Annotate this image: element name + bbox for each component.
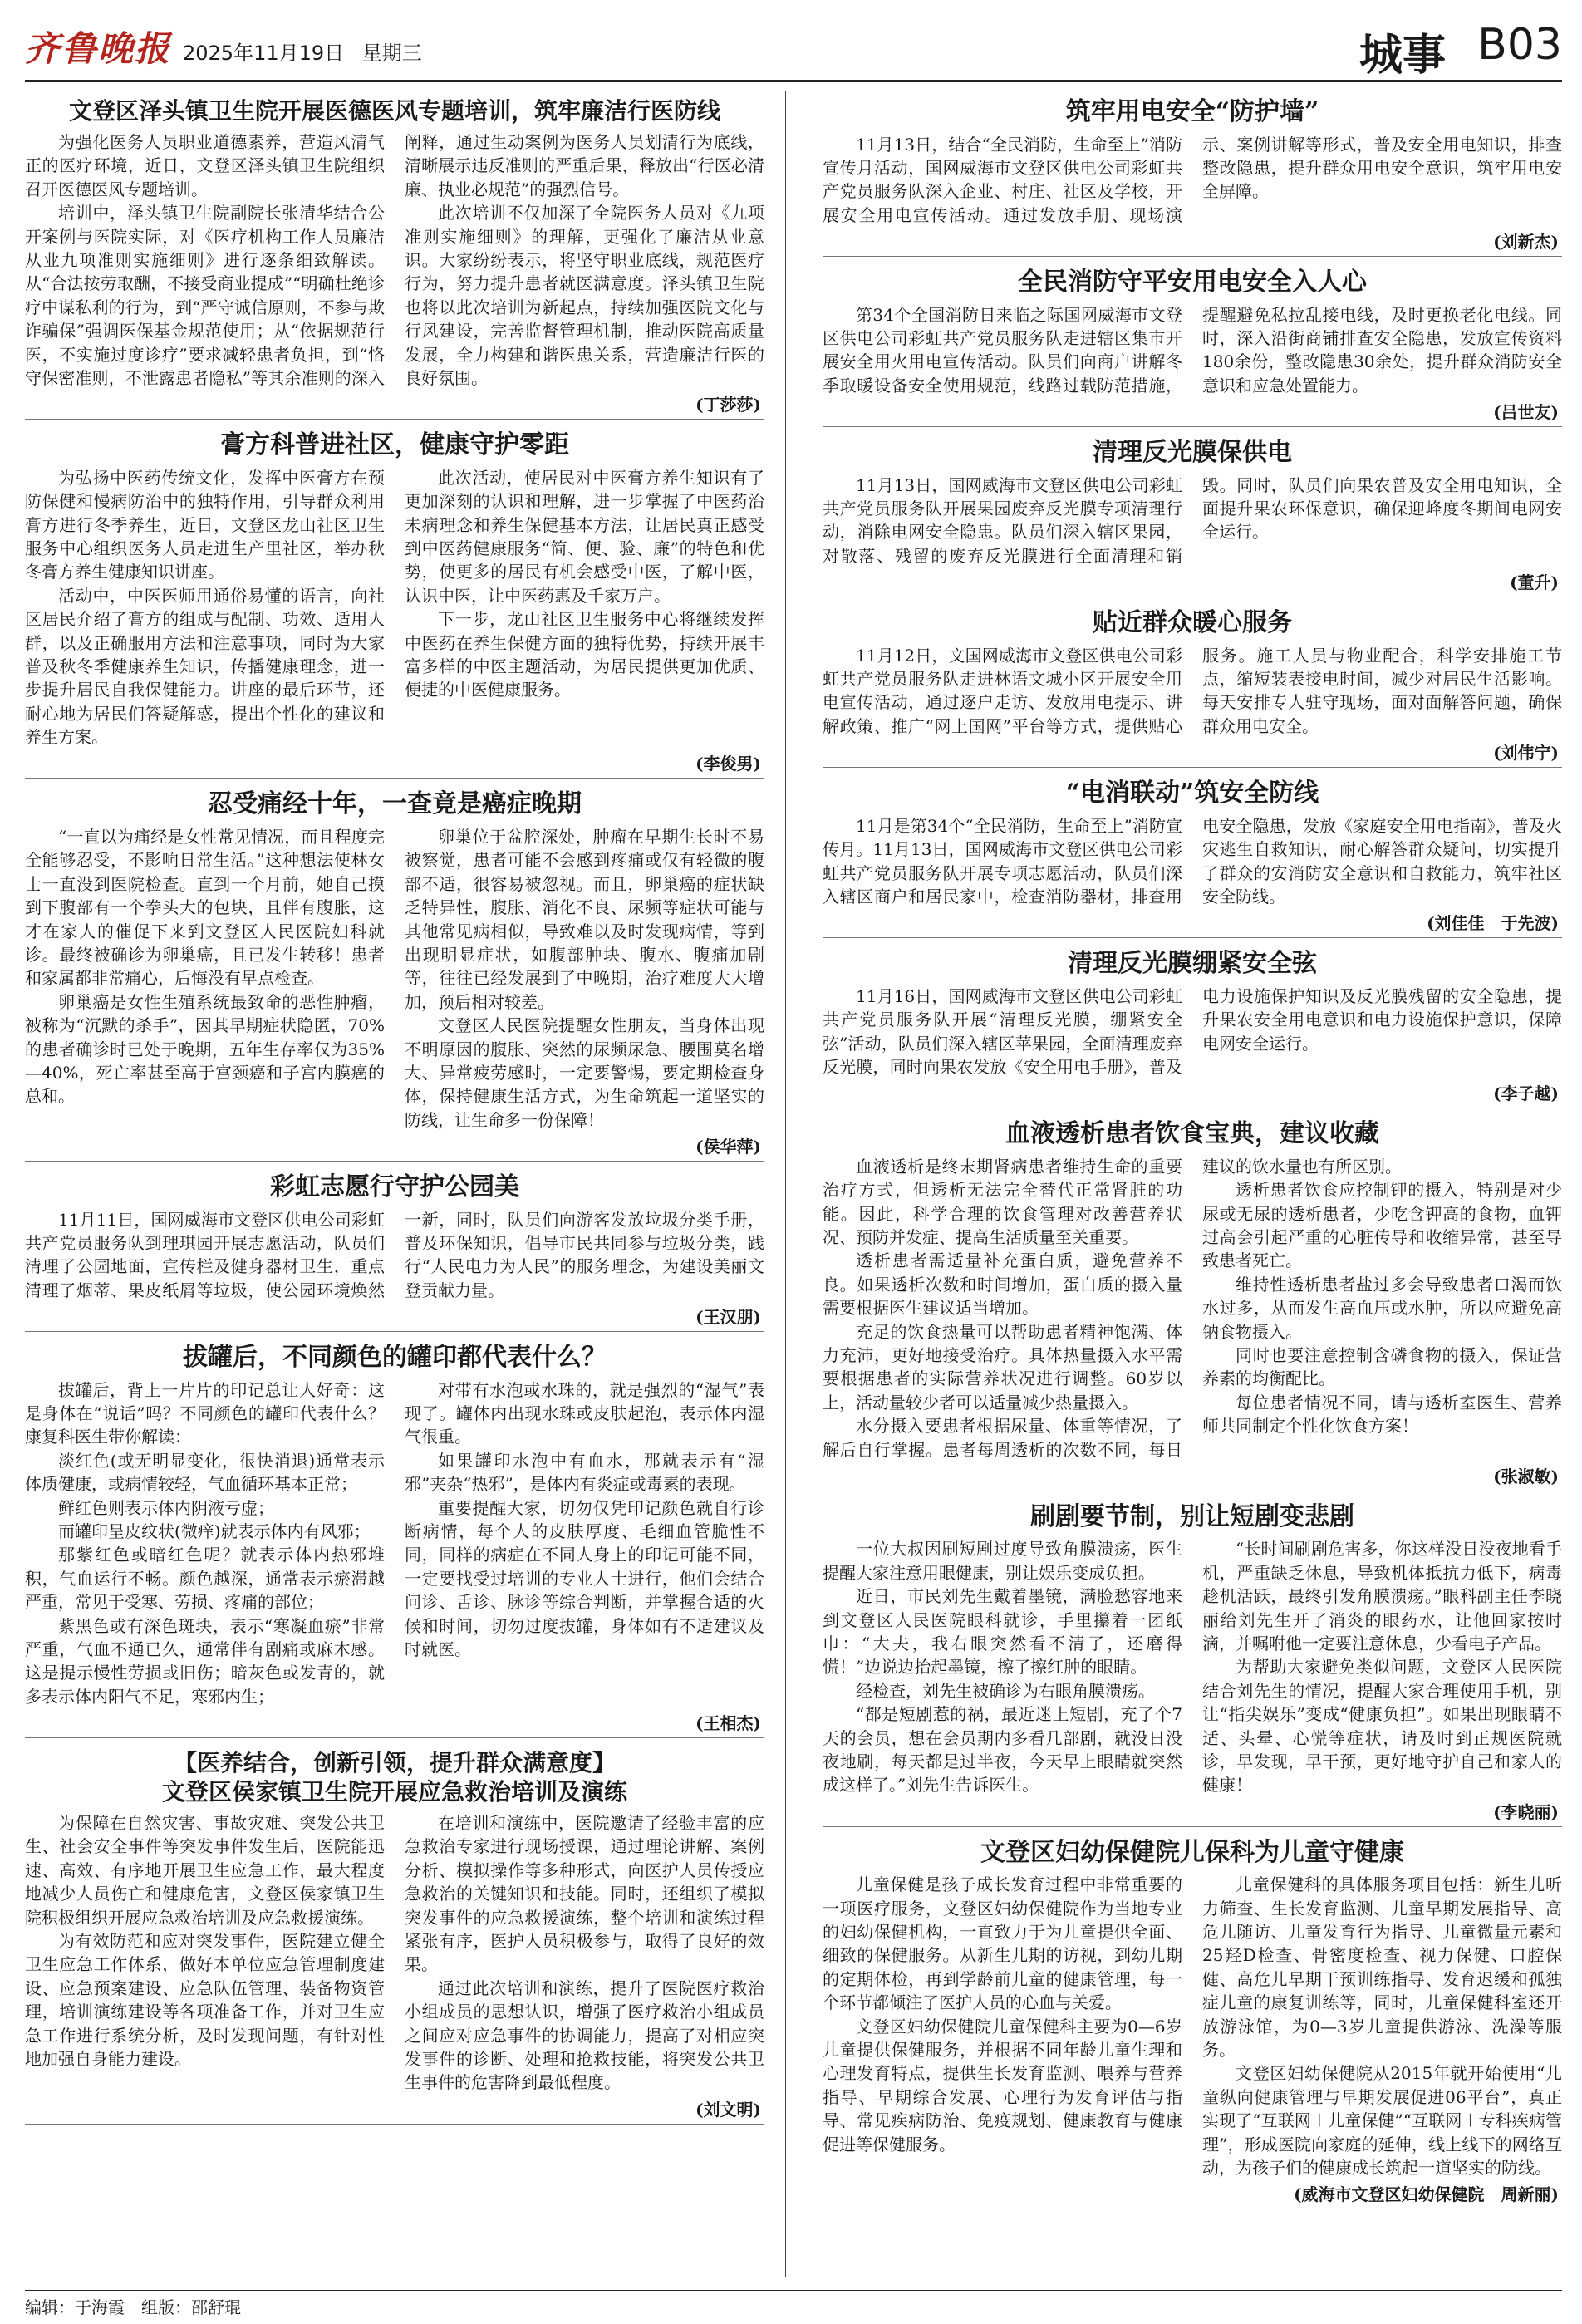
article-headline: 贴近群众暖心服务 — [1093, 608, 1292, 638]
article-paragraph: 活动中，中医医师用通俗易懂的语言，向社区居民介绍了膏方的组成与配制、功效、适用人群，以及正确服用方法和注意事项，同时为大家普及秋冬季健康养生知识，传播健康理念，进一步提升居民自我保健能力。讲座的最后环节，还耐心地为居民们答疑解惑，提出个性化的建议和养生方案。 — [25, 585, 385, 748]
article-paragraph: 近日，市民刘先生戴着墨镜，满脸愁容地来到文登区人民医院眼科就诊，手里攥着一团纸巾：“大夫，我右眼突然看不清了，还磨得慌！”边说边抬起墨镜，擦了擦红肿的眼睛。 — [823, 1586, 1182, 1678]
article-paragraph: 充足的饮食热量可以帮助患者精神饱满、体力充沛，更好地接受治疗。具体热量摄入水平需要根据患者的实际营养状况进行调整。60岁以上，活动量较少者可以适量减少热量摄入。 — [823, 1321, 1182, 1413]
article-headline: 清理反光膜绷紧安全弦 — [1068, 949, 1317, 979]
article — [25, 1167, 764, 1332]
article-paragraph: 透析患者饮食应控制钾的摄入，特别是对少尿或无尿的透析患者，少吃含钾高的食物，血钾过高会引起严重的心脏传导和收缩异常，甚至导致患者死亡。 — [1202, 1180, 1562, 1271]
article-byline: (威海市文登区妇幼保健院 周新丽) — [1294, 2184, 1559, 2205]
article-paragraph: 那紫红色或暗红色呢？就表示体内热邪堆积，气血运行不畅。颜色越深，通常表示瘀滞越严重，常见于受寒、劳损、疼痛的部位； — [25, 1545, 385, 1613]
article-paragraph: 11月是第34个“全民消防，生命至上”消防宣传月。11月13日，国网威海市文登区供电公司彩虹共产党员服务队开展专项志愿活动，队员们深入辖区商户和居民家中，检查消防器材，排查用电安全隐患，发放《家庭安全用电指南》，普及火灾逃生自救知识，耐心解答群众疑问，切实提升了群众的安消防安全意识和自救能力，筑牢社区安全防线。 — [823, 815, 1562, 907]
article-paragraph: “一直以为痛经是女性常见情况，而且程度完全能够忍受，不影响日常生活。”这种想法使林女士一直没到医院检查。直到一个月前，她自己摸到下腹部有一个拳头大的包块，且伴有腹胀，这才在家人的催促下来到文登区人民医院妇科就诊。最终被确诊为卵巢癌，且已发生转移！患者和家属都非常痛心，后悔没有早点检查。 — [25, 826, 385, 989]
article-paragraph: 维持性透析患者盐过多会导致患者口渴而饮水过多，从而发生高血压或水肿，所以应避免高钠食物摄入。 — [1202, 1274, 1562, 1342]
article-paragraph: 而罐印呈皮纹状(微痒)就表示体内有风邪； — [58, 1521, 371, 1541]
article-paragraph: 为保障在自然灾害、事故灾难、突发公共卫生、社会安全事件等突发事件发生后，医院能迅速、高效、有序地开展卫生应急工作，最大程度地减少人员伤亡和健康危害，文登区侯家镇卫生院积极组织开展应急救治培训及应急救援演练。 — [25, 1813, 385, 1928]
article-byline: (刘新杰) — [1493, 232, 1559, 253]
article-body — [25, 466, 764, 749]
page-number: B03 — [1477, 20, 1562, 70]
article-headline: “电消联动”筑安全防线 — [1065, 779, 1319, 808]
article-headline: 刷剧要节制，别让短剧变悲剧 — [1030, 1501, 1354, 1531]
article-body — [823, 133, 1562, 228]
date-text: 2025年11月19日 — [183, 42, 345, 65]
page-footer — [25, 2290, 1562, 2318]
newspaper-logo: 齐鲁晚报 — [25, 28, 172, 69]
article-byline: (王相杰) — [695, 1713, 761, 1734]
article-paragraph: 11月13日，国网威海市文登区供电公司彩虹共产党员服务队开展果园废弃反光膜专项清理行动，消除电网安全隐患。队员们深入辖区果园，对散落、残留的废弃反光膜进行全面清理和销毁。同时，队员们向果农普及安全用电知识，全面提升果农环保意识，确保迎峰度冬期间电网安全运行。 — [823, 474, 1562, 566]
article-byline: (丁莎莎) — [695, 395, 761, 415]
article-paragraph: 文登区妇幼保健院从2015年就开始使用“儿童纵向健康管理与早期发展促进06平台”，真正实现了“互联网＋儿童保健”“互联网＋专科疾病管理”，形成医院向家庭的延伸，线上线下的网络互动，为孩子们的健康成长筑起一道坚实的防线。 — [1202, 2063, 1562, 2178]
article-headline: 血液透析患者饮食宝典，建议收藏 — [1005, 1119, 1379, 1149]
article-paragraph: “都是短剧惹的祸，最近迷上短剧，充了个7天的会员，想在会员期内多看几部剧，就没日没夜地刷，每天都是过半夜，今天早上眼睛就突然成这样了。”刘先生告诉医生。 — [823, 1704, 1182, 1796]
article-body — [25, 1811, 764, 2095]
article-byline: (李俊男) — [695, 754, 761, 774]
article-byline: (吕世友) — [1493, 402, 1559, 423]
article-byline: (李子越) — [1493, 1083, 1559, 1104]
article-paragraph: 此次培训不仅加深了全院医务人员对《九项准则实施细则》的理解，更强化了廉洁从业意识。大家纷纷表示，将坚守职业底线，规范医疗行为，努力提升患者就医满意度。泽头镇卫生院也将以此次培训为新起点，持续加强医院文化与行风建设，完善监督管理机制，推动医院高质量发展，全力构建和谐医患关系，营造廉洁行医的良好氛围。 — [405, 203, 764, 388]
article-paragraph: 11月11日，国网威海市文登区供电公司彩虹共产党员服务队到理琪园开展志愿活动，队员们清理了公园地面，宣传栏及健身器材卫生，重点清理了烟蒂、果皮纸屑等垃圾，使公园环境焕然一新，同时，队员们向游客发放垃圾分类手册，普及环保知识，倡导市民共同参与垃圾分类，践行“人民电力为人民”的服务理念，为建设美丽文登贡献力量。 — [25, 1209, 764, 1300]
article-paragraph: 为帮助大家避免类似问题，文登区人民医院结合刘先生的情况，提醒大家合理使用手机，别让“指尖娱乐”变成“健康负担”。如果出现眼睛不适、头晕、心慌等症状，请及时到正规医院就诊，早发现，早干预，更好地守护自己和家人的健康！ — [1202, 1657, 1562, 1796]
article-headline: 忍受痛经十年，一查竟是癌症晚期 — [208, 789, 582, 819]
article-body — [25, 1378, 764, 1708]
article — [823, 602, 1562, 768]
article-paragraph: 在培训和演练中，医院邀请了经验丰富的应急救治专家进行现场授课，通过理论讲解、案例分析、模拟操作等多种形式，向医护人员传授应急救治的关键知识和技能。同时，还组织了模拟突发事件的应急救援演练，整个培训和演练过程紧张有序，医护人员积极参与，取得了良好的效果。 — [405, 1813, 764, 1975]
article-paragraph: 重要提醒大家，切勿仅凭印记颜色就自行诊断病情，每个人的皮肤厚度、毛细血管脆性不同，同样的病症在不同人身上的印记可能不同，一定要找受过培训的专业人士进行，他们会结合问诊、舌诊、脉诊等综合判断，并掌握合适的火候和时间，切勿过度拔罐，身体如有不适建议及时就医。 — [405, 1497, 764, 1659]
article — [25, 91, 764, 420]
article-paragraph: 为有效防范和应对突发事件，医院建立健全卫生应急工作体系，做好本单位应急管理制度建设、应急预案建设、应急队伍管理、装备物资管理，培训演练建设等各项准备工作，并对卫生应急工作进行系统分析，及时发现问题，有针对性地加强自身能力建设。 — [25, 1931, 385, 2069]
article-paragraph: 拔罐后，背上一片片的印记总让人好奇：这是身体在“说话”吗？不同颜色的罐印代表什么？康复科医生带你解读： — [25, 1379, 385, 1447]
article-headline: 【医养结合，创新引领，提升群众满意度】 文登区侯家镇卫生院开展应急救治培训及演练 — [161, 1749, 627, 1806]
article-headline: 拔罐后，不同颜色的罐印都代表什么？ — [183, 1343, 607, 1373]
article-body — [823, 985, 1562, 1079]
article-paragraph: 第34个全国消防日来临之际国网威海市文登区供电公司彩虹共产党员服务队走进辖区集市开展安全用火用电宣传活动。队员们向商户讲解冬季取暖设备安全使用规范，线路过载防范措施，提醒避免私拉乱接电线，及时更换老化电线。同时，深入沿街商铺排查安全隐患，发放宣传资料180余份，整改隐患30余处，提升群众消防安全意识和应急处置能力。 — [823, 304, 1562, 396]
article-headline: 筑牢用电安全“防护墙” — [1065, 97, 1319, 126]
article-body — [823, 303, 1562, 398]
article — [823, 943, 1562, 1108]
article-body — [823, 644, 1562, 739]
column-divider — [785, 91, 786, 2277]
issue-date — [183, 37, 422, 66]
article-byline: (侯华萍) — [695, 1137, 761, 1157]
article-paragraph: 文登区妇幼保健院儿童保健科主要为0—6岁儿童提供保健服务，并根据不同年龄儿童生理和心理发育特点，提供生长发育监测、喂养与营养指导、早期综合发展、心理行为发育评估与指导、常见疾病防治、免疫规划、健康教育与健康促进等保健服务。 — [823, 2016, 1182, 2154]
article — [823, 1496, 1562, 1827]
article-paragraph: 淡红色(或无明显变化，很快消退)通常表示体质健康，或病情较轻，气血循环基本正常； — [25, 1450, 385, 1495]
article-paragraph: 经检查，刘先生被确诊为右眼角膜溃疡。 — [856, 1680, 1155, 1701]
article — [25, 784, 764, 1162]
article-headline: 文登区妇幼保健院儿保科为儿童守健康 — [980, 1837, 1404, 1867]
article-body — [25, 1208, 764, 1303]
article — [823, 432, 1562, 597]
article-paragraph: 文登区人民医院提醒女性朋友，当身体出现不明原因的腹胀、突然的尿频尿急、腰围莫名增大、异常疲劳感时，一定要警惕，要定期检查身体，保持健康生活方式，为生命筑起一道坚实的防线，让生命多一份保障！ — [405, 1015, 764, 1130]
article-paragraph: 卵巢癌是女性生殖系统最致命的恶性肿瘤，被称为“沉默的杀手”，因其早期症状隐匿，70%的患者确诊时已处于晚期，五年生存率仅为35%—40%，死亡率甚至高于宫颈癌和子宫内膜癌的总和。 — [25, 991, 385, 1107]
article-paragraph: 为弘扬中医药传统文化，发挥中医膏方在预防保健和慢病防治中的独特作用，引导群众利用膏方进行冬季养生，近日，文登区龙山社区卫生服务中心组织医务人员走进生产里社区，举办秋冬膏方养生健康知识讲座。 — [25, 467, 385, 582]
article-paragraph: 儿童保健是孩子成长发育过程中非常重要的一项医疗服务，文登区妇幼保健院作为当地专业的妇幼保健机构，一直致力于为儿童提供全面、细致的保健服务。从新生儿期的访视，到幼儿期的定期体检，再到学龄前儿童的健康管理，每一个环节都倾注了医护人员的心血与关爱。 — [823, 1874, 1182, 2013]
article-paragraph: 为强化医务人员职业道德素养，营造风清气正的医疗环境，近日，文登区泽头镇卫生院组织召开医德医风专题培训。 — [25, 132, 385, 199]
masthead — [25, 15, 1562, 82]
article-body — [823, 474, 1562, 568]
article-paragraph: 如果罐印水泡中有血水，那就表示有“湿邪”夹杂“热邪”，是体内有炎症或毒素的表现。 — [405, 1450, 764, 1495]
article — [25, 1337, 764, 1738]
article-paragraph: 卵巢位于盆腔深处，肿瘤在早期生长时不易被察觉，患者可能不会感到疼痛或仅有轻微的腹部不适，很容易被忽视。而且，卵巢癌的症状缺乏特异性，腹胀、消化不良、尿频等症状可能与其他常见病相似，导致难以及时发现病情，等到出现明显症状，如腹部肿块、腹水、腹痛加剧等，往往已经发展到了中晚期，治疗难度大大增加，预后相对较差。 — [405, 826, 764, 1012]
article-body — [823, 1537, 1562, 1796]
article-paragraph: 紫黑色或有深色斑块，表示“寒凝血瘀”非常严重，气血不通已久，通常伴有剧痛或麻木感。这是提示慢性劳损或旧伤；暗灰色或发青的，就多表示体内阳气不足，寒邪内生； — [25, 1615, 385, 1707]
article-body — [823, 1155, 1562, 1462]
article-headline: 全民消防守平安用电安全入人心 — [1018, 268, 1367, 297]
article — [823, 91, 1562, 257]
article — [25, 425, 764, 779]
article — [823, 1113, 1562, 1491]
article-paragraph: 下一步，龙山社区卫生服务中心将继续发挥中医药在养生保健方面的独特优势，持续开展丰富多样的中医主题活动，为居民提供更加优质、便捷的中医健康服务。 — [405, 609, 764, 700]
section-name: 城事 — [1358, 30, 1446, 81]
article-byline: (刘文明) — [695, 2099, 761, 2120]
article-paragraph: 一位大叔因刷短剧过度导致角膜溃疡，医生提醒大家注意用眼健康，别让娱乐变成负担。 — [823, 1539, 1182, 1583]
article-body — [25, 130, 764, 390]
article-body — [25, 825, 764, 1132]
right-column — [823, 91, 1562, 2214]
article-byline: (张淑敏) — [1493, 1466, 1559, 1486]
article-paragraph: 11月13日，结合“全民消防，生命至上”消防宣传月活动，国网威海市文登区供电公司彩虹共产党员服务队深入企业、村庄、社区及学校，开展安全用电宣传活动。通过发放手册、现场演示、案例讲解等形式，普及安全用电知识，排查整改隐患，提升群众用电安全意识，筑牢用电安全屏障。 — [823, 134, 1562, 225]
article-paragraph: 培训中，泽头镇卫生院副院长张清华结合公开案例与医院实际，对《医疗机构工作人员廉洁从业九项准则实施细则》进行逐条细致解读。从“合法按劳取酬，不接受商业提成”“明确杜绝诊疗中谋私利的行为，到“严守诚信原则，不参与欺诈骗保”强调医保基金规范使用；从“依据规范行医，不实施过度诊疗”要求减轻患者负担，到“恪守保密准则，不泄露患者隐私”等其余准则的深入阐释，通过生动案例为医务人员划清行为底线，清晰展示违反准则的严重后果，释放出“行医必清廉、执业必规范”的强烈信号。 — [25, 132, 764, 388]
article-paragraph: 每位患者情况不同，请与透析室医生、营养师共同制定个性化饮食方案！ — [1202, 1392, 1562, 1437]
article-byline: (王汉朋) — [695, 1307, 761, 1328]
article-paragraph: 透析患者需适量补充蛋白质，避免营养不良。如果透析次数和时间增加，蛋白质的摄入量需要根据医生建议适当增加。 — [823, 1250, 1182, 1319]
article-headline: 膏方科普进社区，健康守护零距 — [220, 430, 569, 460]
article — [25, 1743, 764, 2125]
article — [823, 1832, 1562, 2210]
article-byline: (刘佳佳 于先波) — [1427, 913, 1559, 934]
article-paragraph: 对带有水泡或水珠的，就是强烈的“湿气”表现了。罐体内出现水珠或皮肤起泡，表示体内湿气很重。 — [405, 1379, 764, 1447]
article-paragraph: 通过此次培训和演练，提升了医院医疗救治小组成员的思想认识，增强了医疗救治小组成员之间应对应急事件的协调能力，提高了对相应突发事件的诊断、处理和抢救技能，将突发公共卫生事件的危害降到最低程度。 — [405, 1978, 764, 2093]
article-paragraph: 11月12日，文国网威海市文登区供电公司彩虹共产党员服务队走进林语文城小区开展安全用电宣传活动，通过逐户走访、发放用电提示、讲解政策、推广“网上国网”平台等方式，提供贴心服务。施工人员与物业配合，科学安排施工节点，缩短装表接电时间，减少对居民生活影响。每天安排专人驻守现场，面对面解答问题，确保群众用电安全。 — [823, 645, 1562, 736]
article-paragraph: 血液透析是终末期肾病患者维持生命的重要治疗方式，但透析无法完全替代正常肾脏的功能。因此，科学合理的饮食管理对改善营养状况、预防并发症、提高生活质量至关重要。 — [823, 1156, 1182, 1248]
editor-credit: 编辑：于海霞 组版：邵舒琨 — [25, 2297, 241, 2317]
article-paragraph: 11月16日，国网威海市文登区供电公司彩虹共产党员服务队开展“清理反光膜，绷紧安全弦”活动，队员们深入辖区苹果园，全面清理废弃反光膜，同时向果农发放《安全用电手册》，普及电力设施保护知识及反光膜残留的安全隐患，提升果农安全用电意识和电力设施保护意识，保障电网安全运行。 — [823, 985, 1562, 1077]
article-byline: (刘伟宁) — [1493, 743, 1559, 764]
article — [823, 773, 1562, 938]
article-headline: 清理反光膜保供电 — [1093, 438, 1292, 468]
article-paragraph: 水分摄入要患者根据尿量、体重等情况，了解后自行掌握。患者每周透析的次数不同，每日建议的饮水量也有所区别。 — [823, 1156, 1402, 1460]
article-paragraph: 同时也要注意控制含磷食物的摄入，保证营养素的均衡配比。 — [1202, 1345, 1562, 1389]
article-body — [823, 814, 1562, 909]
article-byline: (董升) — [1510, 572, 1559, 593]
weekday-text: 星期三 — [361, 42, 422, 65]
article-paragraph: 此次活动，使居民对中医膏方养生知识有了更加深刻的认识和理解，进一步掌握了中医药治未病理念和养生保健基本方法，让居民真正感受到中医药健康服务“简、便、验、廉”的特色和优势，使更多的居民有机会感受中医，了解中医，认识中医，让中医药惠及千家万户。 — [405, 467, 764, 606]
article-headline: 彩虹志愿行守护公园美 — [270, 1172, 519, 1202]
article-paragraph: 鲜红色则表示体内阴液亏虚； — [58, 1497, 274, 1518]
article-paragraph: “长时间刷剧危害多，你这样没日没夜地看手机，严重缺乏休息，导致机体抵抗力低下，病毒趁机活跃，最终引发角膜溃疡。”眼科副主任李晓丽给刘先生开了消炎的眼药水，让他回家按时滴，并嘱咐他一定要注意休息，少看电子产品。 — [1202, 1539, 1562, 1654]
article-byline: (李晓丽) — [1493, 1801, 1559, 1822]
left-column — [25, 91, 764, 2130]
article-body — [823, 1873, 1562, 2179]
article — [823, 262, 1562, 427]
article-headline: 文登区泽头镇卫生院开展医德医风专题培训，筑牢廉洁行医防线 — [68, 97, 720, 125]
article-paragraph: 儿童保健科的具体服务项目包括：新生儿听力筛查、生长发育监测、儿童早期发展指导、高危儿随访、儿童发育行为指导、儿童微量元素和25羟D检查、骨密度检查、视力保健、口腔保健、高危儿早期干预训练指导、发育迟缓和孤独症儿童的康复训练等，同时，儿童保健科室还开放游泳馆，为0—3岁儿童提供游泳、洗澡等服务。 — [1202, 1874, 1562, 2060]
